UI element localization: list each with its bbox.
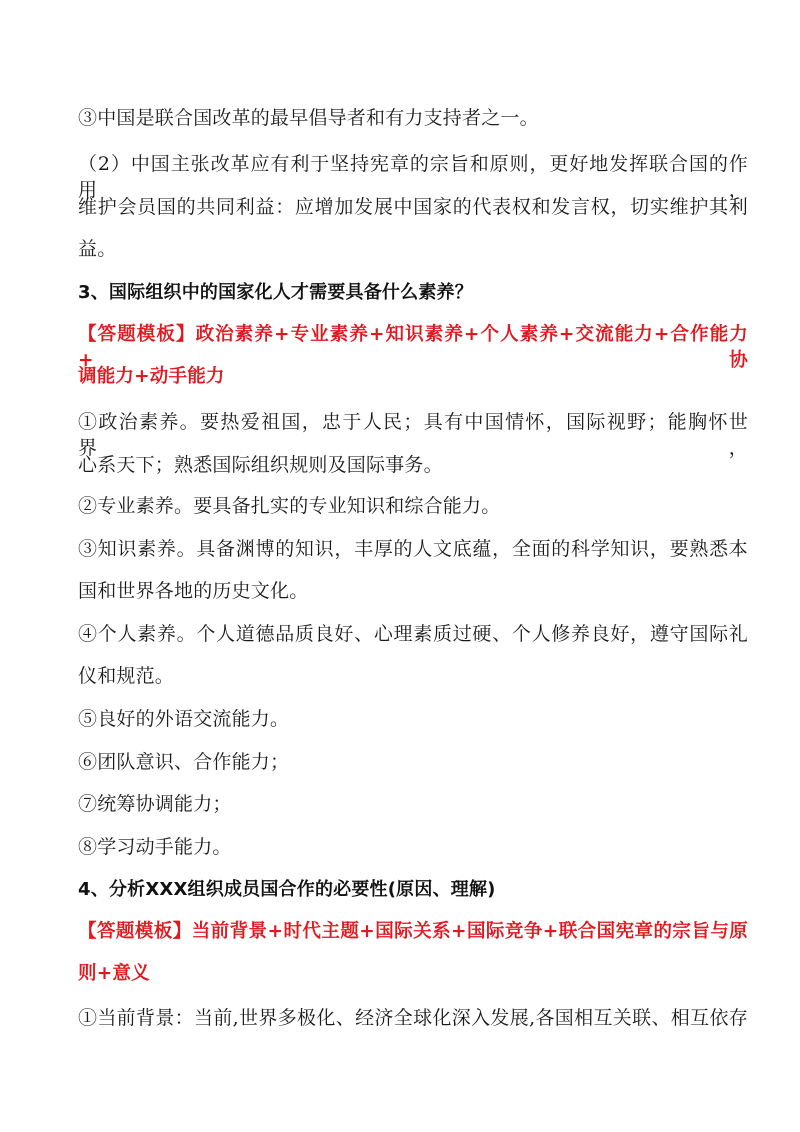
- body-line-11: 仪和规范。: [78, 665, 175, 687]
- body-line-16: ①当前背景：当前,世界多极化、经济全球化深入发展,各国相互关联、相互依存: [78, 1007, 748, 1029]
- body-line-8: ③知识素养。具备渊博的知识，丰厚的人文底蕴，全面的科学知识，要熟悉本: [78, 538, 748, 560]
- answer-template-3-line-1: 【答题模板】政治素养+专业素养+知识素养+个人素养+交流能力+合作能力+协: [78, 324, 748, 371]
- body-line-7: ②专业素养。要具备扎实的专业知识和综合能力。: [78, 495, 501, 517]
- answer-template-4-line-2: 则+意义: [78, 963, 150, 984]
- section-heading-4: 4、分析XXX组织成员国合作的必要性(原因、理解): [78, 879, 496, 900]
- section-heading-3: 3、国际组织中的国家化人才需要具备什么素养？: [78, 282, 473, 303]
- body-line-14: ⑦统筹协调能力；: [78, 793, 232, 815]
- body-line-4: 益。: [78, 238, 117, 260]
- body-line-5: ①政治素养。要热爱祖国，忠于人民；具有中国情怀，国际视野；能胸怀世界，: [78, 411, 748, 459]
- body-line-15: ⑧学习动手能力。: [78, 836, 232, 858]
- body-line-10: ④个人素养。个人道德品质良好、心理素质过硬、个人修养良好，遵守国际礼: [78, 623, 748, 645]
- body-line-13: ⑥团队意识、合作能力；: [78, 751, 290, 773]
- body-line-3: 维护会员国的共同利益：应增加发展中国家的代表权和发言权，切实维护其利: [78, 196, 748, 218]
- body-line-6: 心系天下；熟悉国际组织规则及国际事务。: [78, 454, 443, 476]
- answer-template-4-line-1: 【答题模板】当前背景+时代主题+国际关系+国际竞争+联合国宪章的宗旨与原: [78, 921, 748, 942]
- body-line-12: ⑤良好的外语交流能力。: [78, 708, 290, 730]
- body-line-1: ③中国是联合国改革的最早倡导者和有力支持者之一。: [78, 107, 539, 129]
- answer-template-3-line-2: 调能力+动手能力: [78, 366, 225, 387]
- body-line-2: （2）中国主张改革应有利于坚持宪章的宗旨和原则，更好地发挥联合国的作用，: [78, 153, 748, 201]
- body-line-9: 国和世界各地的历史文化。: [78, 580, 309, 602]
